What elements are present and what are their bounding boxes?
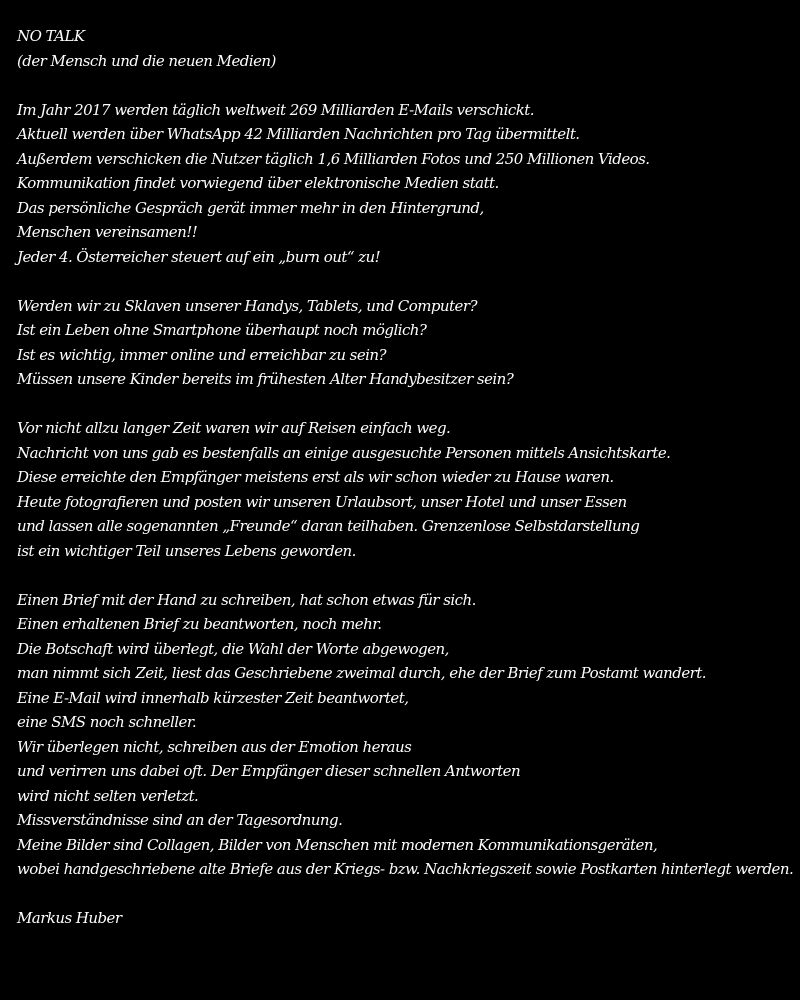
text-line: Im Jahr 2017 werden täglich weltweit 269 Milliarden E-Mails verschickt. bbox=[17, 100, 534, 119]
text-line: Aktuell werden über WhatsApp 42 Milliarden Nachrichten pro Tag übermittelt. bbox=[17, 125, 580, 143]
text-line: Meine Bilder sind Collagen, Bilder von Menschen mit modernen Kommunikationsgeräten, bbox=[17, 835, 658, 854]
text-line: Müssen unsere Kinder bereits im frühesten Alter Handybesitzer sein? bbox=[17, 370, 514, 388]
paragraph-travel bbox=[17, 416, 793, 563]
text-line: Wir überlegen nicht, schreiben aus der Emotion heraus bbox=[17, 737, 412, 756]
document-title: NO TALK bbox=[17, 27, 85, 45]
text-line: Kommunikation findet vorwiegend über elektronische Medien statt. bbox=[17, 174, 499, 192]
text-line: und lassen alle sogenannten „Freunde“ daran teilhaben. Grenzenlose Selbstdarstellung bbox=[17, 517, 640, 535]
paragraph-statistics bbox=[17, 98, 793, 270]
document-subtitle: (der Mensch und die neuen Medien) bbox=[17, 51, 276, 70]
paragraph-gap bbox=[17, 563, 793, 588]
paragraph-gap bbox=[17, 392, 793, 417]
text-line: eine SMS noch schneller. bbox=[17, 713, 197, 731]
text-line: Missverständnisse sind an der Tagesordnung. bbox=[17, 811, 343, 829]
paragraph-gap bbox=[17, 269, 793, 294]
text-line: ist ein wichtiger Teil unseres Lebens geworden. bbox=[17, 541, 356, 560]
text-line: Jeder 4. Österreicher steuert auf ein „burn out“ zu! bbox=[17, 247, 381, 266]
text-line: und verirren uns dabei oft. Der Empfänger dieser schnellen Antworten bbox=[17, 762, 521, 780]
text-line: Menschen vereinsamen!! bbox=[17, 223, 198, 241]
text-line: Das persönliche Gespräch gerät immer mehr in den Hintergrund, bbox=[17, 198, 484, 217]
text-line: Nachricht von uns gab es bestenfalls an einige ausgesuchte Personen mittels Ansichtskarte. bbox=[17, 443, 671, 462]
text-line: Ist ein Leben ohne Smartphone überhaupt noch möglich? bbox=[17, 321, 427, 339]
text-line: man nimmt sich Zeit, liest das Geschriebene zweimal durch, ehe der Brief zum Postamt wandert. bbox=[17, 664, 706, 682]
text-line: wobei handgeschriebene alte Briefe aus der Kriegs- bzw. Nachkriegszeit sowie Postkarten hinterlegt werden. bbox=[17, 860, 794, 878]
text-line: Einen erhaltenen Brief zu beantworten, noch mehr. bbox=[17, 615, 382, 633]
text-line: Diese erreichte den Empfänger meistens erst als wir schon wieder zu Hause waren. bbox=[17, 468, 614, 486]
text-line: Werden wir zu Sklaven unserer Handys, Tablets, und Computer? bbox=[17, 296, 477, 315]
text-line: Einen Brief mit der Hand zu schreiben, hat schon etwas für sich. bbox=[17, 590, 476, 609]
paragraph-letters bbox=[17, 588, 793, 882]
paragraph-gap bbox=[17, 882, 793, 907]
author-signature: Markus Huber bbox=[17, 909, 122, 927]
document-text bbox=[17, 24, 793, 931]
text-line: Heute fotografieren und posten wir unseren Urlaubsort, unser Hotel und unser Essen bbox=[17, 492, 627, 511]
text-line: Die Botschaft wird überlegt, die Wahl der Worte abgewogen, bbox=[17, 639, 449, 658]
text-line: wird nicht selten verletzt. bbox=[17, 786, 199, 805]
text-line: Vor nicht allzu langer Zeit waren wir auf Reisen einfach weg. bbox=[17, 419, 451, 437]
text-line: Außerdem verschicken die Nutzer täglich 1,6 Milliarden Fotos und 250 Millionen Videos. bbox=[17, 149, 650, 168]
paragraph-questions bbox=[17, 294, 793, 392]
paragraph-gap bbox=[17, 73, 793, 98]
text-line: Ist es wichtig, immer online und erreichbar zu sein? bbox=[17, 345, 387, 364]
text-line: Eine E-Mail wird innerhalb kürzester Zeit beantwortet, bbox=[17, 688, 409, 707]
